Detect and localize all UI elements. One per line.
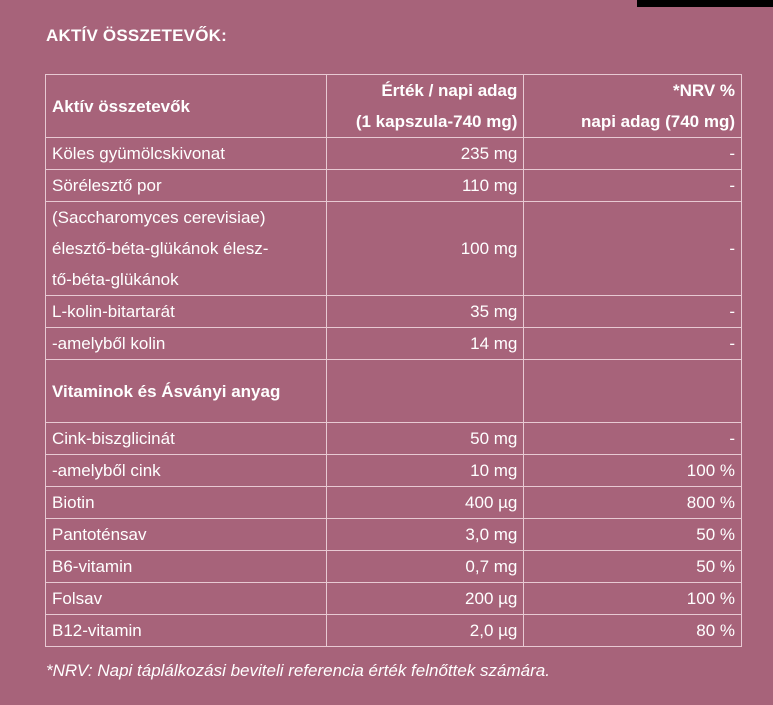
row-nrv: 50 % (524, 551, 742, 583)
top-black-bar (637, 0, 773, 7)
row-value: 35 mg (326, 296, 524, 328)
row-name: -amelyből cink (46, 455, 327, 487)
header-nrv-line2: napi adag (740 mg) (581, 112, 735, 131)
header-value (326, 75, 524, 138)
row-value: 50 mg (326, 423, 524, 455)
table-row (46, 328, 742, 360)
row-name: Biotin (46, 487, 327, 519)
row-name (46, 202, 327, 296)
row-value: 3,0 mg (326, 519, 524, 551)
row-name: Köles gyümölcskivonat (46, 138, 327, 170)
ingredients-table (45, 74, 742, 647)
table-row (46, 551, 742, 583)
row-nrv: - (524, 170, 742, 202)
row-name: L-kolin-bitartarát (46, 296, 327, 328)
row-value: 0,7 mg (326, 551, 524, 583)
row-nrv: 50 % (524, 519, 742, 551)
row-name: B12-vitamin (46, 615, 327, 647)
row-value: 100 mg (326, 202, 524, 296)
header-nrv-line1: *NRV % (672, 81, 735, 100)
section-title: Vitaminok és Ásványi anyag (46, 360, 327, 423)
table-row (46, 202, 742, 296)
row-value: 235 mg (326, 138, 524, 170)
row-name-line: tő-béta-glükánok (52, 270, 179, 289)
row-nrv: 800 % (524, 487, 742, 519)
header-ingredients: Aktív összetevők (46, 75, 327, 138)
table-row (46, 583, 742, 615)
table-row (46, 296, 742, 328)
row-name: B6-vitamin (46, 551, 327, 583)
row-value: 2,0 µg (326, 615, 524, 647)
section-empty-cell (326, 360, 524, 423)
row-value: 110 mg (326, 170, 524, 202)
row-nrv: 100 % (524, 455, 742, 487)
nrv-footnote: *NRV: Napi táplálkozási beviteli referencia érték felnőttek számára. (46, 661, 550, 680)
table-header-row (46, 75, 742, 138)
row-nrv: - (524, 423, 742, 455)
row-nrv: - (524, 202, 742, 296)
section-header-row (46, 360, 742, 423)
row-name: Folsav (46, 583, 327, 615)
row-value: 400 µg (326, 487, 524, 519)
table-row (46, 615, 742, 647)
header-nrv (524, 75, 742, 138)
page-heading: AKTÍV ÖSSZETEVŐK: (46, 26, 227, 45)
table-row (46, 455, 742, 487)
row-value: 10 mg (326, 455, 524, 487)
table-row (46, 138, 742, 170)
row-name-line: élesztő-béta-glükánok élesz- (52, 239, 269, 258)
table-row (46, 519, 742, 551)
row-nrv: - (524, 296, 742, 328)
table-row (46, 170, 742, 202)
row-name: Sörélesztő por (46, 170, 327, 202)
header-value-line2: (1 kapszula-740 mg) (355, 112, 518, 131)
row-name: -amelyből kolin (46, 328, 327, 360)
header-value-line1: Érték / napi adag (381, 81, 518, 100)
row-value: 200 µg (326, 583, 524, 615)
row-name: Pantoténsav (46, 519, 327, 551)
table-row (46, 487, 742, 519)
row-value: 14 mg (326, 328, 524, 360)
row-name-line: (Saccharomyces cerevisiae) (52, 208, 266, 227)
table-row (46, 423, 742, 455)
row-nrv: - (524, 138, 742, 170)
row-nrv: - (524, 328, 742, 360)
row-nrv: 100 % (524, 583, 742, 615)
section-empty-cell (524, 360, 742, 423)
row-name: Cink-biszglicinát (46, 423, 327, 455)
row-nrv: 80 % (524, 615, 742, 647)
